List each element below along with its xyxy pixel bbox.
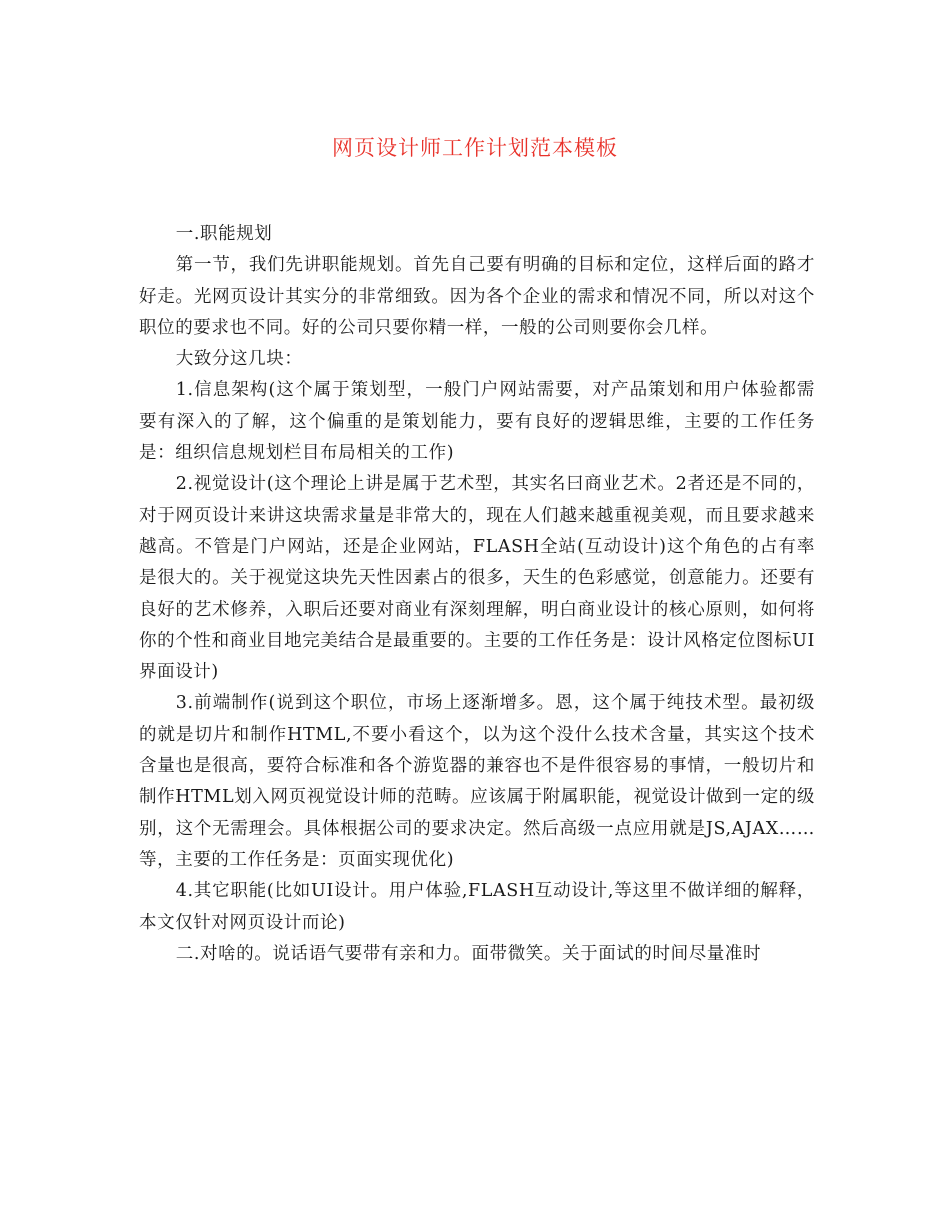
list-item: 4.其它职能(比如UI设计。用户体验,FLASH互动设计,等这里不做详细的解释，本文仅针对网页设计而论) (139, 881, 815, 933)
list-item: 1.信息架构(这个属于策划型，一般门户网站需要，对产品策划和用户体验都需要有深入的了解，这个偏重的是策划能力，要有良好的逻辑思维，主要的工作任务是：组织信息规划栏目布局相关的工作) (139, 380, 815, 464)
list-item: 3.前端制作(说到这个职位，市场上逐渐增多。恩，这个属于纯技术型。最初级的就是切片和制作HTML,不要小看这个，以为这个没什么技术含量，其实这个技术含量也是很高，要符合标准和各个游览器的兼容也不是件很容易的事情，一般切片和制作HTML划入网页视觉设计师的范畴。应该属于附属职能，视觉设计做到一定的级别，这个无需理会。具体根据公司的要求决定。然后高级一点应用就是JS,AJAX……等，主要的工作任务是：页面实现优化) (139, 693, 815, 870)
section-heading: 一.职能规划 (175, 224, 273, 244)
list-item: 2.视觉设计(这个理论上讲是属于艺术型，其实名曰商业艺术。2者还是不同的，对于网页设计来讲这块需求量是非常大的，现在人们越来越重视美观，而且要求越来越高。不管是门户网站，还是企业网站，FLASH全站(互动设计)这个角色的占有率是很大的。关于视觉这块先天性因素占的很多，天生的色彩感觉，创意能力。还要有良好的艺术修养，入职后还要对商业有深刻理解，明白商业设计的核心原则，如何将你的个性和商业目地完美结合是最重要的。主要的工作任务是：设计风格定位图标UI界面设计) (139, 474, 815, 683)
document-title: 网页设计师工作计划范本模板 (332, 136, 618, 160)
body-paragraph: 第一节，我们先讲职能规划。首先自己要有明确的目标和定位，这样后面的路才好走。光网页设计其实分的非常细致。因为各个企业的需求和情况不同，所以对这个职位的要求也不同。好的公司只要你精一样，一般的公司则要你会几样。 (139, 255, 815, 338)
document-body (139, 219, 815, 970)
body-paragraph: 大致分这几块： (175, 349, 303, 370)
section-heading: 二.对啥的。说话语气要带有亲和力。面带微笑。关于面试的时间尽量准时 (175, 943, 762, 964)
